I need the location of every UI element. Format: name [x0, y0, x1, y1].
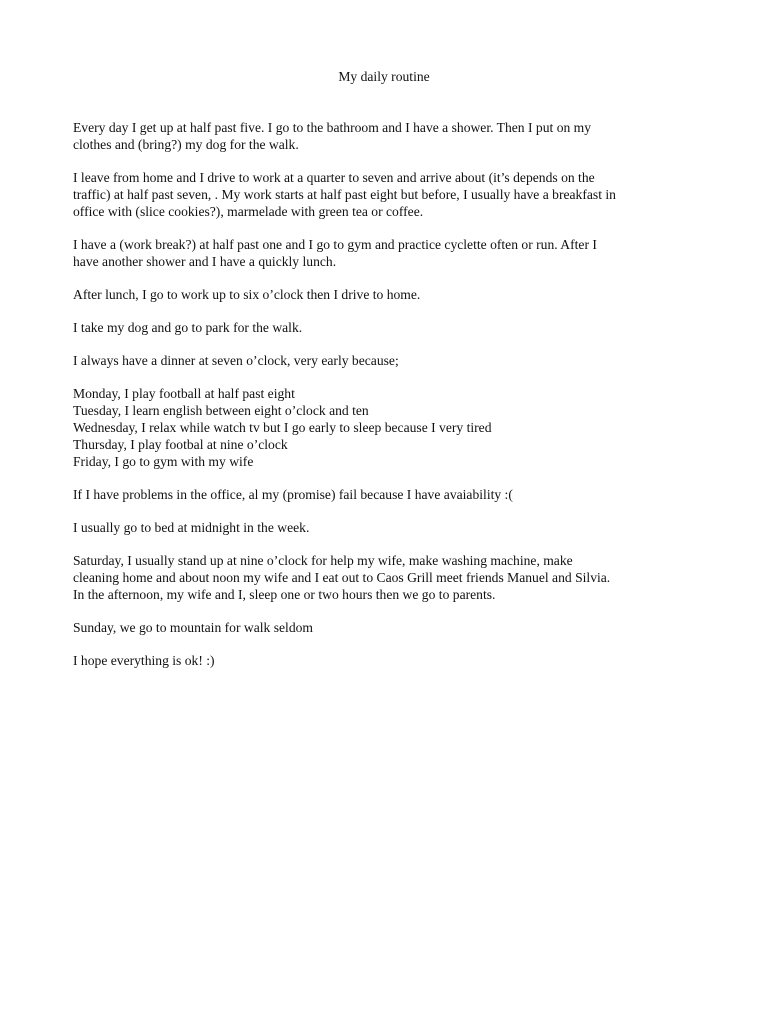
- paragraph: [73, 619, 703, 636]
- paragraph: [73, 319, 703, 336]
- text-line: After lunch, I go to work up to six o’clock then I drive to home.: [73, 287, 421, 302]
- text-line: Monday, I play football at half past eight: [73, 386, 295, 401]
- text-line: Friday, I go to gym with my wife: [73, 454, 254, 469]
- paragraph: [73, 236, 703, 270]
- document-title: My daily routine: [338, 69, 430, 84]
- text-line: I always have a dinner at seven o’clock, very early because;: [73, 353, 399, 368]
- text-line: traffic) at half past seven, . My work starts at half past eight but before, I usually have a breakfast in: [73, 187, 616, 202]
- text-line: Every day I get up at half past five. I go to the bathroom and I have a shower. Then I put on my: [73, 120, 592, 135]
- paragraph: [73, 286, 703, 303]
- text-line: If I have problems in the office, al my (promise) fail because I have avaiability :(: [73, 487, 513, 502]
- text-line: Sunday, we go to mountain for walk seldom: [73, 620, 313, 635]
- text-line: I hope everything is ok! :): [73, 653, 215, 668]
- text-line: cleaning home and about noon my wife and I eat out to Caos Grill meet friends Manuel and Silvia.: [73, 570, 611, 585]
- text-line: clothes and (bring?) my dog for the walk.: [73, 137, 299, 152]
- text-line: Tuesday, I learn english between eight o’clock and ten: [73, 403, 369, 418]
- paragraph: [73, 486, 703, 503]
- paragraph: [73, 385, 703, 470]
- paragraph: [73, 552, 703, 603]
- text-line: I have a (work break?) at half past one and I go to gym and practice cyclette often or run. After I: [73, 237, 597, 252]
- text-line: Saturday, I usually stand up at nine o’clock for help my wife, make washing machine, make: [73, 553, 573, 568]
- text-line: Thursday, I play footbal at nine o’clock: [73, 437, 288, 452]
- text-line: Wednesday, I relax while watch tv but I go early to sleep because I very tired: [73, 420, 492, 435]
- text-line: I usually go to bed at midnight in the week.: [73, 520, 310, 535]
- paragraph: [73, 169, 703, 220]
- text-line: I leave from home and I drive to work at a quarter to seven and arrive about (it’s depends on the: [73, 170, 595, 185]
- text-line: have another shower and I have a quickly lunch.: [73, 254, 337, 269]
- text-line: In the afternoon, my wife and I, sleep one or two hours then we go to parents.: [73, 587, 496, 602]
- document-body: [73, 119, 703, 685]
- text-line: I take my dog and go to park for the walk.: [73, 320, 303, 335]
- paragraph: [73, 519, 703, 536]
- text-line: office with (slice cookies?), marmelade with green tea or coffee.: [73, 204, 424, 219]
- paragraph: [73, 652, 703, 669]
- paragraph: [73, 352, 703, 369]
- paragraph: [73, 119, 703, 153]
